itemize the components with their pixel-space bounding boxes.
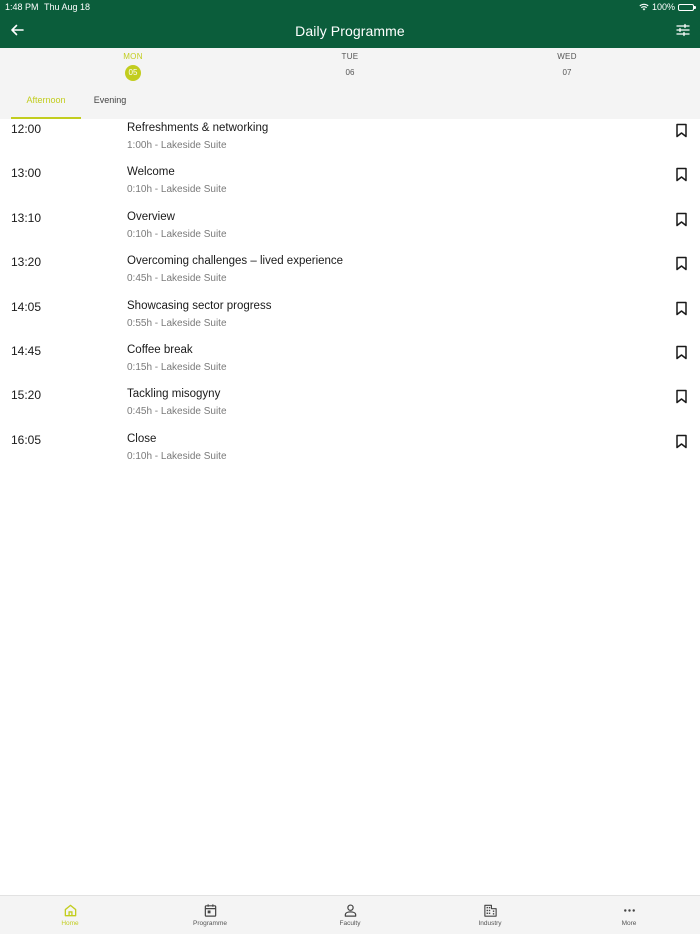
nav-industry[interactable]	[450, 903, 530, 927]
session-title: Close	[127, 432, 157, 445]
day-mon[interactable]	[103, 52, 163, 81]
more-dots-icon	[622, 903, 637, 918]
status-time: 1:48 PM	[5, 2, 39, 12]
session-row[interactable]	[0, 206, 700, 250]
day-number: 06	[345, 68, 355, 77]
session-title: Tackling misogyny	[127, 388, 221, 401]
building-icon	[483, 903, 498, 918]
session-time: 13:10	[11, 210, 42, 225]
header	[0, 14, 700, 48]
session-title: Coffee break	[127, 343, 193, 356]
session-detail: 0:45h - Lakeside Suite	[127, 406, 227, 418]
session-row[interactable]	[0, 117, 700, 161]
status-bar	[0, 0, 700, 14]
session-detail: 0:45h - Lakeside Suite	[127, 273, 227, 285]
day-selector	[0, 48, 700, 92]
session-detail: 0:15h - Lakeside Suite	[127, 361, 227, 373]
status-date: Thu Aug 18	[44, 2, 91, 12]
nav-label: More	[621, 920, 637, 927]
back-arrow-icon[interactable]	[9, 22, 25, 38]
session-time: 13:20	[11, 255, 42, 270]
home-icon	[63, 903, 78, 918]
session-row[interactable]	[0, 250, 700, 294]
session-time: 14:45	[11, 343, 42, 358]
day-number: 05	[125, 65, 141, 81]
wifi-icon	[639, 3, 649, 11]
nav-home[interactable]	[30, 903, 110, 927]
session-detail: 0:55h - Lakeside Suite	[127, 317, 227, 329]
page-title: Daily Programme	[295, 23, 405, 39]
session-title: Showcasing sector progress	[127, 299, 272, 312]
session-time: 12:00	[11, 122, 42, 136]
session-detail: 0:10h - Lakeside Suite	[127, 228, 227, 240]
bookmark-icon[interactable]	[675, 301, 688, 316]
bookmark-icon[interactable]	[675, 389, 688, 404]
day-wed[interactable]	[537, 52, 597, 81]
nav-label: Faculty	[339, 920, 361, 927]
bookmark-icon[interactable]	[675, 434, 688, 449]
battery-icon	[678, 4, 694, 11]
day-number: 07	[562, 68, 572, 77]
bookmark-icon[interactable]	[675, 345, 688, 360]
battery-percent: 100%	[651, 2, 675, 12]
top-bar	[0, 0, 700, 48]
nav-label: Programme	[193, 920, 227, 927]
tab-evening[interactable]: Evening	[93, 95, 127, 105]
day-name: TUE	[341, 52, 359, 61]
session-title: Overview	[127, 210, 175, 223]
bookmark-icon[interactable]	[675, 256, 688, 271]
day-tue[interactable]	[320, 52, 380, 81]
tab-afternoon[interactable]: Afternoon	[11, 92, 81, 119]
session-time: 13:00	[11, 166, 42, 181]
session-time: 15:20	[11, 388, 42, 403]
session-time: 14:05	[11, 299, 42, 314]
bottom-tab-bar	[0, 895, 700, 934]
bookmark-icon[interactable]	[675, 167, 688, 182]
day-name: MON	[123, 52, 143, 61]
session-row[interactable]	[0, 161, 700, 205]
nav-programme[interactable]	[170, 903, 250, 927]
session-row[interactable]	[0, 428, 700, 472]
status-indicators	[639, 2, 694, 12]
session-row[interactable]	[0, 339, 700, 383]
session-time: 16:05	[11, 432, 42, 447]
nav-faculty[interactable]	[310, 903, 390, 927]
calendar-icon	[203, 903, 218, 918]
bookmark-icon[interactable]	[675, 123, 688, 138]
nav-label: Home	[61, 920, 79, 927]
day-name: WED	[557, 52, 577, 61]
session-detail: 1:00h - Lakeside Suite	[127, 140, 227, 151]
person-icon	[343, 903, 358, 918]
session-detail: 0:10h - Lakeside Suite	[127, 450, 227, 462]
session-title: Overcoming challenges – lived experience	[127, 255, 344, 268]
session-title: Refreshments & networking	[127, 122, 269, 134]
filter-sliders-icon[interactable]	[675, 22, 691, 38]
session-detail: 0:10h - Lakeside Suite	[127, 184, 227, 196]
session-row[interactable]	[0, 295, 700, 339]
bookmark-icon[interactable]	[675, 212, 688, 227]
part-of-day-tabs	[0, 92, 700, 119]
session-row[interactable]	[0, 383, 700, 427]
nav-more[interactable]	[589, 903, 669, 927]
session-list	[0, 117, 700, 472]
session-title: Welcome	[127, 166, 175, 179]
nav-label: Industry	[478, 920, 502, 927]
